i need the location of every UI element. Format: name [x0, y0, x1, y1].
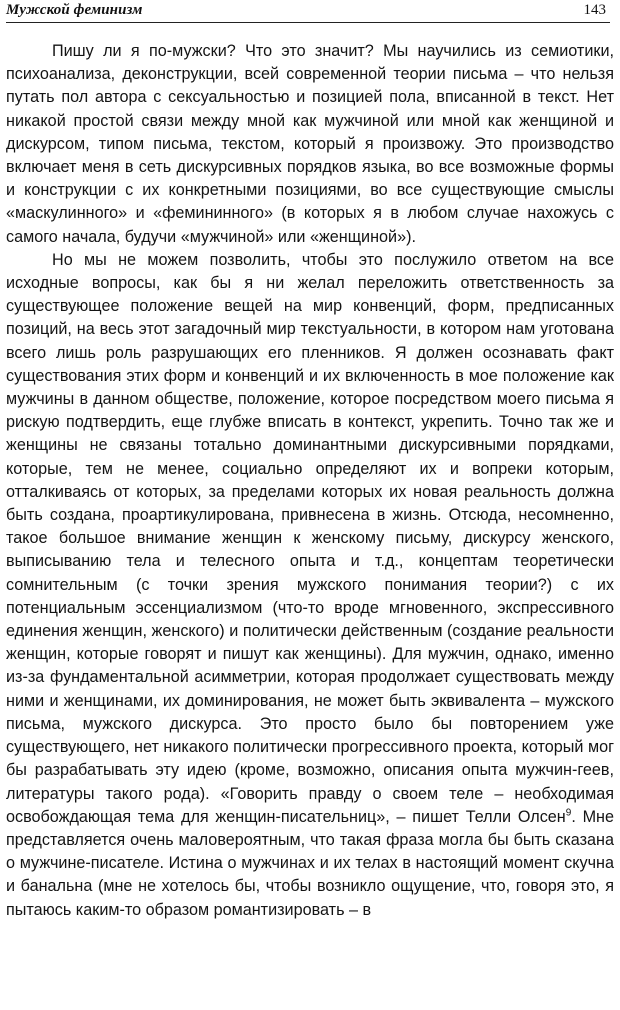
paragraph-2-text: Но мы не можем позволить, чтобы это послужило ответом на все исходные вопросы, как бы я ни желал переложить ответственность за существующее положение вещей на мир конвенций, форм, предписанных позиций, на весь этот загадочный мир текстуальности, в котором нам уготована всего лишь роль разрушающих его пленников. Я должен осознавать факт существования этих форм и конвенций и их включенность в мое положение как мужчины в данном обществе, положение, которое посредством моего письма я рискую подтвердить, еще глубже вписать в контекст, укрепить. Точно так же и женщины не связаны тотально доминантными дискурсивными порядками, которые, тем не менее, социально определяют их и вопреки которым, отталкиваясь от которых, за пределами которых их новая реальность должна быть создана, проартикулирована, привнесена в жизнь. Отсюда, несомненно, такое большое внимание женщин к женскому письму, дискурсу женского, выписыванию тела и телесного опыта и т.д., концептам теоретически сомнительным (с точки зрения мужского понимания теории?) с их потенциальным эссенциализмом (что-то вроде мгновенного, экспрессивного единения женщин, женского) и политически действенным (создание реальности женщин, которые говорят и пишут как женщины). Для мужчин, однако, именно из-за фундаментальной асимметрии, которая продолжает существовать между ними и женщинами, их доминирования, не может быть эквивалента – мужского письма, мужского дискурса. Это просто было бы повторением уже существующего, нет никакого политически прогрессивного проекта, который мог бы разрабатывать эту идею (кроме, возможно, описания опыта мужчин-геев, литературы такого рода). «Говорить правду о своем теле – необходимая освобождающая тема для женщин-писательниц», – пишет Телли Олсен — [6, 250, 614, 826]
body-text — [6, 40, 614, 922]
paragraph-1-text: Пишу ли я по-мужски? Что это значит? Мы научились из семиотики, психоанализа, деконструкции, всей современной теории письма – что нельзя путать пол автора с сексуальностью и позицией пола, вписанной в текст. Нет никакой простой связи между мной как мужчиной или мной как женщиной и дискурсом, типом письма, текстом, который я произвожу. Это производство включает меня в сеть дискурсивных порядков языка, во все возможные формы и конструкции с их конкретными позициями, во все существующие смыслы «маскулинного» и «фемининного» (в которых я в любом случае нахожусь с самого начала, будучи «мужчиной» или «женщиной»). — [6, 42, 614, 246]
paragraph-2 — [6, 249, 614, 922]
running-title: Мужской феминизм — [6, 2, 143, 18]
running-header — [6, 0, 610, 23]
footnote-marker: 9 — [565, 807, 572, 819]
page-number: 143 — [583, 2, 606, 18]
paragraph-1 — [6, 40, 614, 249]
paragraph-2-text-continued: . Мне представляется очень маловероятным, что такая фраза могла бы быть сказана о мужчине-писателе. Истина о мужчинах и их телах в настоящий момент скучна и банальна (мне не хотелось бы, чтобы возникло ощущение, что, говоря это, я пытаюсь каким-то образом романтизировать – в — [6, 807, 614, 919]
